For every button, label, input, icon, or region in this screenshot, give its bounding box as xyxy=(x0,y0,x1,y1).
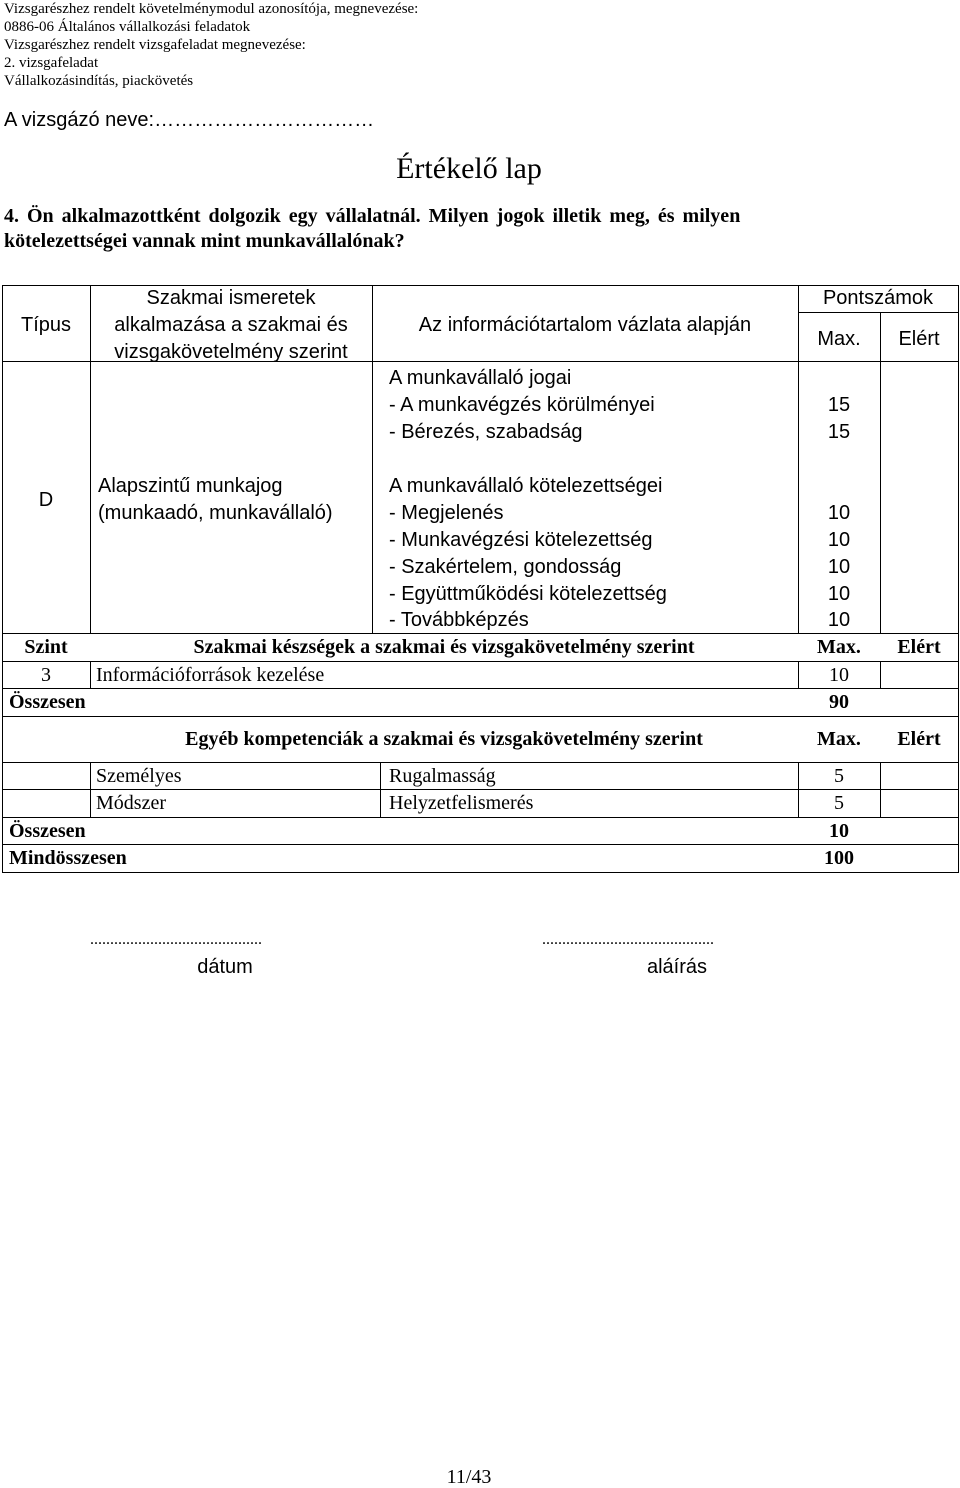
module-name: 0886-06 Általános vállalkozási feladatok xyxy=(4,19,251,35)
exam-task-number: 2. vizsgafeladat xyxy=(4,55,99,71)
competencies-elert-header: Elért xyxy=(897,728,941,750)
skills-elert-col-line xyxy=(880,661,881,688)
duties-title: A munkavállaló kötelezettségei xyxy=(389,475,663,497)
skills-row-level: 3 xyxy=(41,664,51,686)
skills-row-max: 10 xyxy=(829,664,849,686)
competencies-total-value: 10 xyxy=(829,820,849,842)
rights-item-1-max: 15 xyxy=(827,394,851,416)
duties-item-3: - Szakértelem, gondosság xyxy=(389,556,622,578)
examinee-name-label: A vizsgázó neve: xyxy=(4,109,155,131)
signature-label: aláírás xyxy=(646,956,708,978)
duties-item-1: - Megjelenés xyxy=(389,502,504,524)
table-border-right xyxy=(958,285,959,872)
competency-row-1-type: Személyes xyxy=(96,765,182,787)
rights-item-2: - Bérezés, szabadság xyxy=(389,421,583,443)
pontszamok-underline xyxy=(798,312,958,313)
table-border-bottom xyxy=(2,872,959,873)
examinee-name-dots: …………………………… xyxy=(154,109,375,131)
exam-task-name: Vállalkozásindítás, piackövetés xyxy=(4,73,194,89)
question-line-2: kötelezettségei vannak mint munkavállalónak? xyxy=(4,230,405,252)
date-dots: ........................................... xyxy=(90,931,262,948)
page-title: Értékelő lap xyxy=(396,152,542,185)
grand-total-label: Mindösszesen xyxy=(9,847,127,869)
skills-max-col-line xyxy=(798,661,799,688)
rights-title: A munkavállaló jogai xyxy=(389,367,572,389)
skills-row-label: Információforrások kezelése xyxy=(96,664,325,686)
duties-item-2-max: 10 xyxy=(827,529,851,551)
competencies-total-label: Összesen xyxy=(9,820,86,842)
duties-item-3-max: 10 xyxy=(827,556,851,578)
competency-row-2-max: 5 xyxy=(834,792,844,814)
competencies-max-header: Max. xyxy=(817,728,861,750)
skills-szint-header: Szint xyxy=(24,636,68,658)
competencies-title: Egyéb kompetenciák a szakmai és vizsgakövetelmény szerint xyxy=(185,728,703,750)
duties-item-2: - Munkavégzési kötelezettség xyxy=(389,529,653,551)
skills-elert-header: Elért xyxy=(897,636,941,658)
header-max: Max. xyxy=(817,328,861,350)
skills-max-header: Max. xyxy=(817,636,861,658)
skills-total-label: Összesen xyxy=(9,691,86,713)
skills-col-line xyxy=(90,661,91,688)
examinee-name-field xyxy=(4,108,374,132)
competency-col-line-3 xyxy=(798,762,799,817)
duties-item-5: - Továbbképzés xyxy=(389,609,529,631)
grand-total-value: 100 xyxy=(824,847,854,869)
competency-col-line-4 xyxy=(880,762,881,817)
header-szakmai-line-1: Szakmai ismeretek xyxy=(146,287,316,309)
skills-total-bottom-line xyxy=(2,716,958,717)
rights-item-1: - A munkavégzés körülményei xyxy=(389,394,655,416)
exam-task-label: Vizsgarészhez rendelt vizsgafeladat megnevezése: xyxy=(4,37,306,53)
competency-row-2-type: Módszer xyxy=(96,792,166,814)
question-line-1: 4. Ön alkalmazottként dolgozik egy vállalatnál. Milyen jogok illetik meg, és milyen xyxy=(4,205,741,227)
signature-dots: ........................................... xyxy=(542,931,714,948)
duties-item-4-max: 10 xyxy=(827,583,851,605)
header-pontszamok: Pontszámok xyxy=(822,287,934,309)
header-szakmai-line-2: alkalmazása a szakmai és xyxy=(114,314,348,336)
duties-item-5-max: 10 xyxy=(827,609,851,631)
module-id-label: Vizsgarészhez rendelt követelménymodul azonosítója, megnevezése: xyxy=(4,1,419,17)
rights-item-2-max: 15 xyxy=(827,421,851,443)
skills-title: Szakmai készségek a szakmai és vizsgakövetelmény szerint xyxy=(193,636,695,658)
duties-item-1-max: 10 xyxy=(827,502,851,524)
skills-total-value: 90 xyxy=(829,691,849,713)
competency-row-2-name: Helyzetfelismerés xyxy=(389,792,534,814)
row-d-topic-line-2: (munkaadó, munkavállaló) xyxy=(98,502,333,524)
header-elert: Elért xyxy=(898,328,940,350)
competency-col-line-1 xyxy=(90,762,91,817)
duties-item-4: - Együttműködési kötelezettség xyxy=(389,583,667,605)
competency-row-1-name: Rugalmasság xyxy=(389,765,496,787)
row-d-tipus: D xyxy=(38,489,54,511)
page-number: 11/43 xyxy=(446,1466,492,1488)
table-border-left xyxy=(2,285,3,872)
row-d-topic-line-1: Alapszintű munkajog xyxy=(98,475,283,497)
competency-col-line-2 xyxy=(380,762,381,817)
header-szakmai-line-3: vizsgakövetelmény szerint xyxy=(114,341,348,363)
header-tipus: Típus xyxy=(20,314,72,336)
header-info: Az információtartalom vázlata alapján xyxy=(418,314,752,336)
date-label: dátum xyxy=(197,956,253,978)
competency-row-1-max: 5 xyxy=(834,765,844,787)
